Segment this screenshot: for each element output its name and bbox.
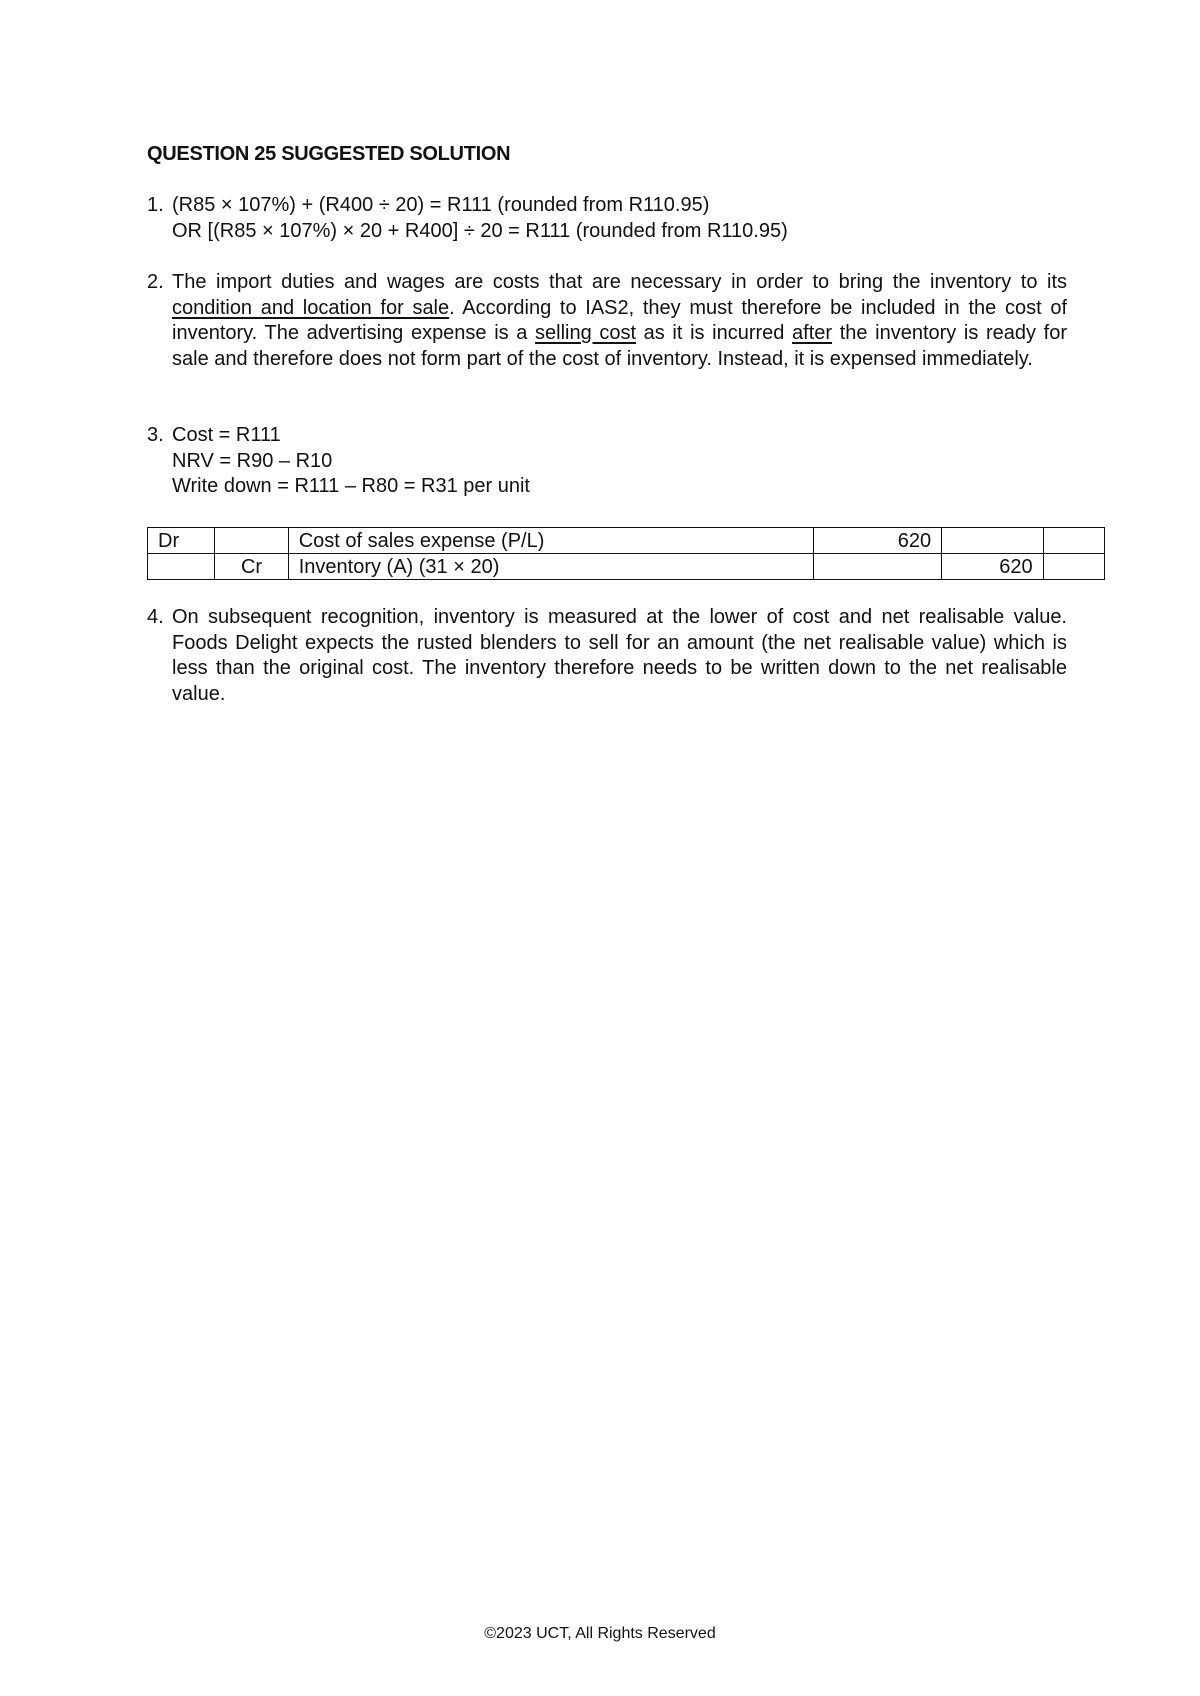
answer-2-underline-2: selling cost: [535, 322, 637, 344]
answer-3-cost: Cost = R111: [172, 424, 281, 446]
answer-1-number: 1.: [147, 194, 164, 216]
answer-1-line-2: OR [(R85 × 107%) × 20 + R400] ÷ 20 = R111 (rounded from R110.95): [172, 219, 788, 242]
cr-cell: Cr: [215, 554, 288, 580]
empty-cell: [1043, 528, 1104, 554]
answer-2-underline-3: after: [792, 322, 833, 344]
answer-4-paragraph: On subsequent recognition, inventory is measured at the lower of cost and net realisable value. Foods Delight expects the rusted blenders to sell for an amount (the net realisable value) which is less than the original cost. The inventory therefore needs to be written down to the net realisable value.: [172, 606, 1067, 705]
answer-3: [147, 423, 1067, 500]
account-cell: Cost of sales expense (P/L): [288, 528, 814, 554]
credit-cell: [942, 528, 1044, 554]
table-row: [148, 528, 1105, 554]
answer-2-paragraph: [172, 270, 1067, 372]
answer-1: [147, 193, 1067, 244]
answer-3-write-down: Write down = R111 – R80 = R31 per unit: [172, 475, 530, 497]
answer-2-text-4: the inventory is ready for sale and therefore does not form part of the cost of inventory. Instead, it is expensed immediately.: [172, 322, 1067, 370]
copyright-footer: ©2023 UCT, All Rights Reserved: [484, 1625, 716, 1642]
journal-entry-table: [147, 527, 1105, 580]
dr-cell: Dr: [148, 528, 215, 554]
credit-cell: 620: [942, 554, 1044, 580]
answer-4: [147, 605, 1067, 707]
answer-4-number: 4.: [147, 606, 164, 628]
answer-3-number: 3.: [147, 424, 164, 446]
page-title: QUESTION 25 SUGGESTED SOLUTION: [147, 143, 511, 165]
dr-cell: [148, 554, 215, 580]
answer-3-nrv: NRV = R90 – R10: [172, 449, 333, 472]
answer-2: [147, 270, 1067, 372]
answer-2-text-1: The import duties and wages are costs that are necessary in order to bring the inventory to its: [172, 271, 1067, 293]
table-row: [148, 554, 1105, 580]
empty-cell: [1043, 554, 1104, 580]
answer-2-underline-1: condition and location for sale: [172, 296, 450, 319]
answer-2-text-3: as it is incurred: [636, 322, 793, 344]
debit-cell: 620: [814, 528, 942, 554]
debit-cell: [814, 554, 942, 580]
answer-1-line-1: (R85 × 107%) + (R400 ÷ 20) = R111 (rounded from R110.95): [172, 194, 710, 216]
account-cell: Inventory (A) (31 × 20): [288, 554, 814, 580]
answer-2-number: 2.: [147, 271, 164, 293]
answer-2-text-2: . According to IAS2, they must therefore be included in the cost of inventory. The advertising expense is a: [172, 296, 1067, 344]
cr-cell: [215, 528, 288, 554]
